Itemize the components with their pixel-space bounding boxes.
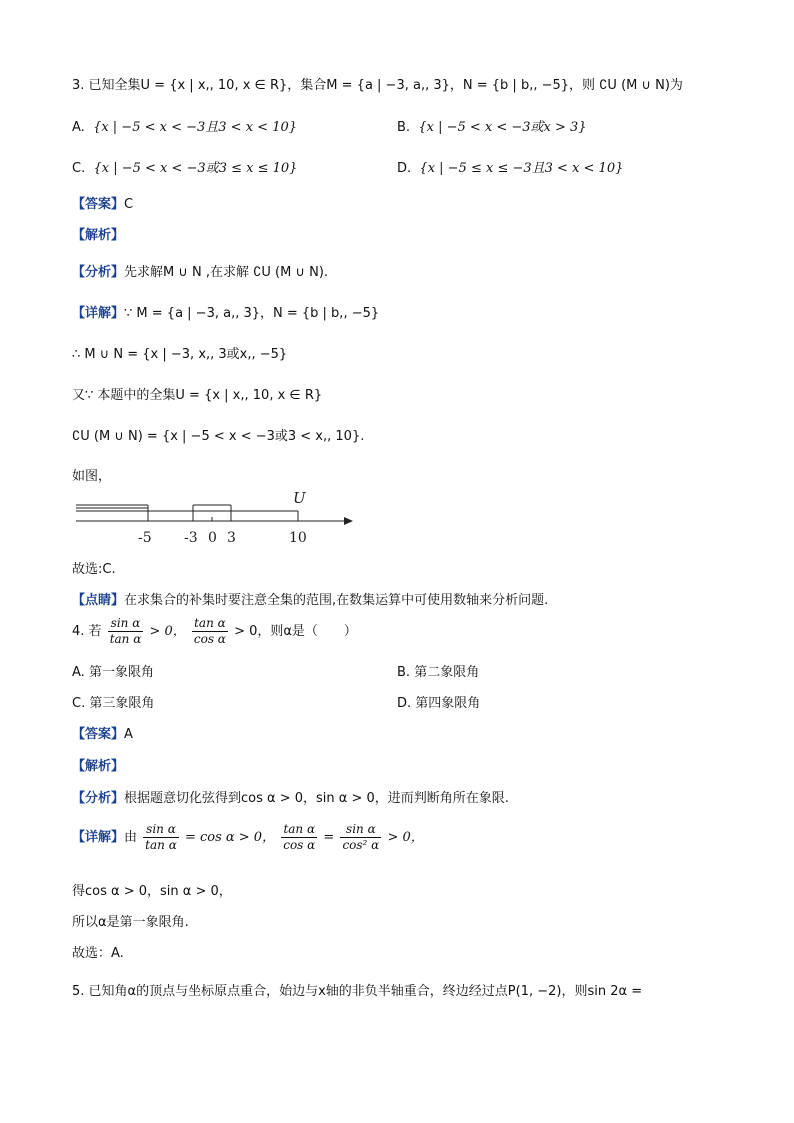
q4-option-a: A. 第一象限角 xyxy=(72,665,154,680)
tick-label: -5 xyxy=(138,530,152,546)
q3-dianjing: 【点睛】在求集合的补集时要注意全集的范围,在数集运算中可使用数轴来分析问题. xyxy=(72,593,549,608)
tick-label: -3 xyxy=(184,530,198,546)
q4-fenxi: 【分析】根据题意切化弦得到cos α > 0，sin α > 0，进而判断角所在象限. xyxy=(72,791,509,806)
q4-line3: 所以α是第一象限角. xyxy=(72,915,189,930)
q4-stem: 4. 若 $\frac{\text{sin α}}{\text{tan α}}$ > 0， $\frac{\text{tan α}}{\text{cos α}}$ > 0，则α是（ ） xyxy=(72,616,357,646)
axis-arrow xyxy=(344,517,353,525)
q3-option-a: A. {x | −5 < x < −3且3 < x < 10} xyxy=(72,120,298,135)
tick-label: 0 xyxy=(208,530,217,546)
universe-label: U xyxy=(293,489,306,507)
tick-label: 3 xyxy=(227,530,236,546)
q3-conclusion: 故选:C. xyxy=(72,562,116,577)
q3-fenxi: 【分析】先求解M ∪ N ,在求解 ∁U (M ∪ N). xyxy=(72,265,329,280)
q4-analysis-tag: 【解析】 xyxy=(72,759,125,774)
q3-answer: 【答案】C xyxy=(72,197,134,212)
fraction: $\frac{\text{tan α}}{\text{cos α}}$ xyxy=(283,822,316,852)
fraction: $\frac{\text{sin α}}{\text{cos² α}}$ xyxy=(342,822,380,852)
fraction: $\frac{\text{sin α}}{\text{tan α}}$ xyxy=(145,822,177,852)
q3-xiangjie-3: 又∵ 本题中的全集U = {x | x,, 10, x ∈ R} xyxy=(72,388,323,403)
q4-answer: 【答案】A xyxy=(72,727,133,742)
q3-xiangjie-4: ∁U (M ∪ N) = {x | −5 < x < −3或3 < x,, 10}. xyxy=(72,429,365,444)
q4-line2: 得cos α > 0，sin α > 0， xyxy=(72,884,232,899)
q4-option-d: D. 第四象限角 xyxy=(397,696,481,711)
q3-figure-intro: 如图， xyxy=(72,469,112,484)
q4-xiangjie: 【详解】由 $\frac{\text{sin α}}{\text{tan α}}$ = cos α > 0， $\frac{\text{tan α}}{\text{cos α}}$ = $\frac{\text{sin α}}{\text{cos² α}}$ > 0， xyxy=(72,822,424,852)
fraction: $\frac{\text{tan α}}{\text{cos α}}$ xyxy=(193,616,226,646)
q4-option-b: B. 第二象限角 xyxy=(397,665,480,680)
q4-conclusion: 故选：A. xyxy=(72,946,124,961)
q3-xiangjie-2: ∴ M ∪ N = {x | −3, x,, 3或x,, −5} xyxy=(72,347,288,362)
number-line-figure xyxy=(72,488,362,548)
q4-option-c: C. 第三象限角 xyxy=(72,696,155,711)
tick-label: 10 xyxy=(289,530,307,546)
q3-analysis-tag: 【解析】 xyxy=(72,228,125,243)
fraction: $\frac{\text{sin α}}{\text{tan α}}$ xyxy=(109,616,142,646)
q3-stem: 3. 已知全集U = {x | x,, 10, x ∈ R}，集合M = {a | −3, a,, 3}，N = {b | b,, −5}，则 ∁U (M ∪ N)为 xyxy=(72,78,683,93)
q3-xiangjie: 【详解】∵ M = {a | −3, a,, 3}，N = {b | b,, −5} xyxy=(72,306,380,321)
q3-option-d: D. {x | −5 ≤ x ≤ −3且3 < x < 10} xyxy=(397,161,624,176)
q5-stem: 5. 已知角α的顶点与坐标原点重合，始边与x轴的非负半轴重合，终边经过点P(1, −2)，则sin 2α = xyxy=(72,984,643,999)
q3-option-c: C. {x | −5 < x < −3或3 ≤ x ≤ 10} xyxy=(72,161,298,176)
q3-option-b: B. {x | −5 < x < −3或x > 3} xyxy=(397,120,587,135)
